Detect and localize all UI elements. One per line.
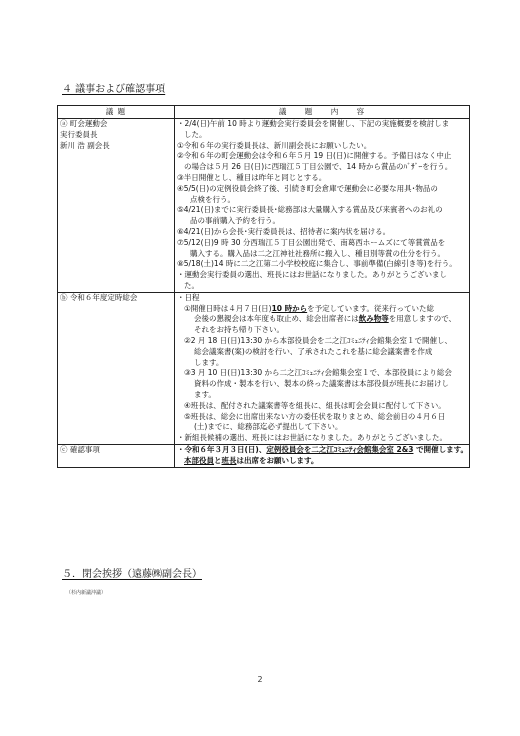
page-number: 2 xyxy=(257,675,263,684)
content-line: ⑤4/21(日)までに実行委員長･総務部は大量購入する賞品及び来賓者へのお礼の xyxy=(177,205,443,215)
content-line: ⑦5/12(日)9 時 30 分西瑞江５丁目公園出発で、南葛西ホームズにて等賞賞品を xyxy=(177,237,446,247)
content-line xyxy=(177,314,467,325)
topic-line: 新川 浩 副会長 xyxy=(60,140,110,150)
text-run: は出席をお願いします。 xyxy=(236,455,319,465)
text-run: を予定しています。従来行っていた総 xyxy=(307,303,435,313)
text-run: と xyxy=(214,455,222,465)
text-run: ・令和６年３月３日(日)、 xyxy=(177,444,267,454)
content-line: します。 xyxy=(194,357,224,367)
content-line: それをお持ち帰り下さい。 xyxy=(194,325,284,335)
content-line xyxy=(177,456,467,467)
text-run: 本部役員 xyxy=(184,455,214,465)
content-line: 総会議案書(案)の検討を行い、了承されたこれを基に総会議案書を作成 xyxy=(194,346,433,356)
table-row xyxy=(58,292,470,444)
meeting-venue: 定例役員会を二之江ｺﾐｭﾆﾃｨ会館集会室 2&3 xyxy=(266,444,414,454)
content-line: ④班長は、配付された議案書等を組長に、組長は町会会員に配付して下さい。 xyxy=(184,400,446,410)
content-line: ます。 xyxy=(194,389,216,399)
content-line: (土)までに、総務部迄必ず提出して下さい。 xyxy=(194,422,343,432)
topic-cell xyxy=(58,292,175,444)
table-row xyxy=(58,119,470,293)
content-cell xyxy=(175,119,470,293)
topic-line: 実行委員長 xyxy=(60,129,98,139)
content-line: ②2 月 18 日(日)13:30 から本部役員会を二之江ｺﾐｭﾆﾃｨ会館集会室１で開催し、 xyxy=(184,335,453,345)
table-header-row xyxy=(58,106,470,119)
section-5-heading: ５．閉会挨拶（遠藤㈱副会長） xyxy=(62,569,202,580)
section-4-heading: ４ 議事および確認事項 xyxy=(62,84,166,95)
text-run: ①開催日時は４月７日(日) xyxy=(184,303,272,313)
meeting-time: 10 時から xyxy=(271,303,308,313)
header-topic: 議 題 xyxy=(58,106,175,119)
content-line: ⑤班長は、総会に出席出来ない方の委任状を取りまとめ、総会前日の４月６日 xyxy=(184,411,446,421)
schedule-label: ・日程 xyxy=(177,292,200,302)
text-run: 会後の懇親会は本年度も取止め、総会出席者には xyxy=(194,314,359,324)
drinks-text: 飲み物等 xyxy=(358,314,389,324)
content-line: ②令和６年の町会運動会は令和６年５月 19 日(日)に開催する。予備日はなく中止 xyxy=(177,151,452,161)
topic-line: ⓒ 確認事項 xyxy=(60,444,100,454)
content-line: 点検を行う。 xyxy=(190,194,235,204)
content-line: 購入する。購入品は二之江神社社務所に搬入し、種目別等賞の仕分を行う。 xyxy=(190,248,445,258)
table-row xyxy=(58,444,470,467)
agenda-table xyxy=(57,105,470,468)
content-line: ④5/5(日)の定例役員会終了後、引続き町会倉庫で運動会に必要な用具･物品の xyxy=(177,183,438,193)
text-run: を用意しますので、 xyxy=(388,314,457,324)
content-line xyxy=(177,445,467,456)
topic-cell xyxy=(58,119,175,293)
content-line: 資料の作成・製本を行い、製本の終った議案書は本部役員が班長にお届けし xyxy=(194,379,449,389)
content-line: の場合は５月 26 日(日)に西瑞江５丁目公園で、14 時から賞品のﾊﾞｻﾞｰを行う。 xyxy=(184,162,453,172)
content-line: ⑥4/21(日)から会長･実行委員長は、招待者に案内状を届ける。 xyxy=(177,226,391,236)
content-line: ③3 月 10 日(日)13:30 から二之江ｺﾐｭﾆﾃｨ会館集会室１で、本部役員により総会 xyxy=(184,368,452,378)
content-line: ③半日開催とし、種目は昨年と同じとする。 xyxy=(177,172,327,182)
content-line: た。 xyxy=(184,280,199,290)
content-line: した。 xyxy=(184,129,207,139)
header-content: 議 題 内 容 xyxy=(175,106,470,119)
text-run: で開催します。 xyxy=(413,444,468,454)
content-line: ・運動会実行委員の選出、班長にはお世話になりました。ありがとうございまし xyxy=(177,270,447,280)
content-cell xyxy=(175,444,470,467)
content-line xyxy=(177,304,467,315)
content-cell xyxy=(175,292,470,444)
content-line: 品の事前購入予約を行う。 xyxy=(190,216,280,226)
topic-cell xyxy=(58,444,175,467)
content-line: ・2/4(日)午前 10 時より運動会実行委員会を開催し、下記の実施概要を検討しま xyxy=(177,119,450,128)
content-line: ①令和６年の実行委員長は、新川副会長にお願いしたい。 xyxy=(177,140,372,150)
text-run: 班長 xyxy=(221,455,237,465)
content-line: ⑧5/18(土)14 時に二之江第二小学校校庭に集合し、事前準備(白線引き等)を行う。 xyxy=(177,259,457,269)
footnote: （杉内新議沖議） xyxy=(66,590,107,596)
content-line: ・新組長候補の選出、班長にはお世話になりました。ありがとうございました。 xyxy=(177,433,447,443)
topic-line: ⓑ 令和６年度定時総会 xyxy=(60,292,138,302)
topic-line: ⓐ 町会運動会 xyxy=(60,119,108,128)
